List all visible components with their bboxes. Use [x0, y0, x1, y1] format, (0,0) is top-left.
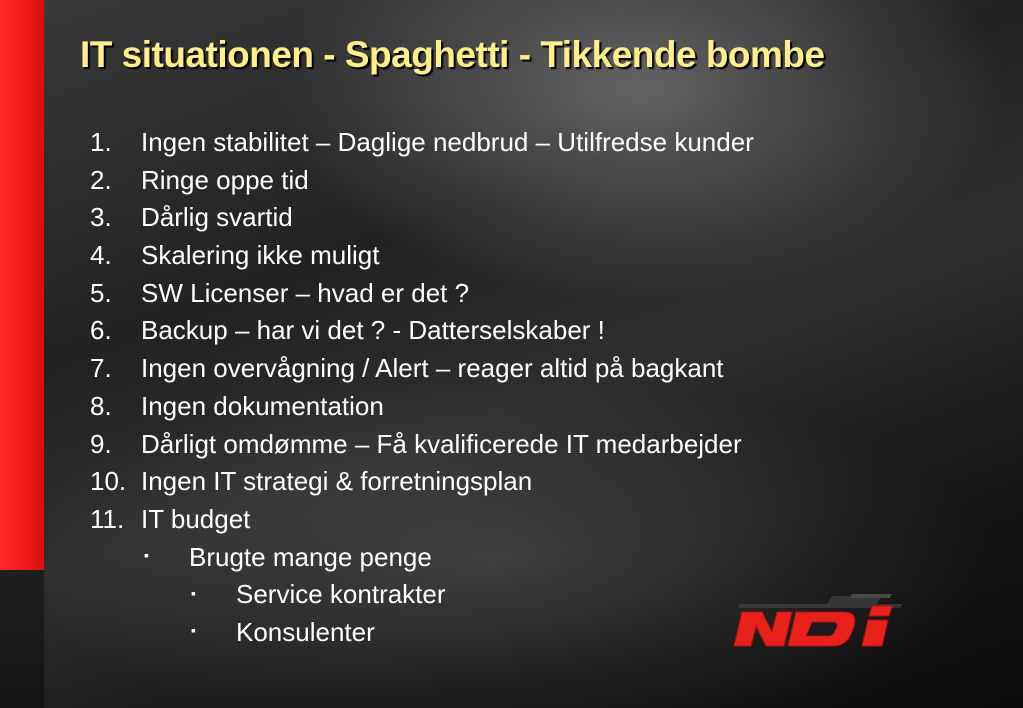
item-number: 3. [90, 202, 112, 233]
sub-list-item [90, 539, 754, 577]
list-item [90, 124, 754, 162]
sub-item-text: Brugte mange penge [189, 541, 432, 572]
item-text: Ingen stabilitet – Daglige nedbrud – Utilfredse kunder [141, 127, 754, 157]
item-number: 1. [90, 127, 112, 157]
sub-sub-item-text: Konsulenter [236, 616, 375, 647]
list-item [90, 388, 754, 426]
item-number: 10. [90, 466, 127, 497]
item-number: 2. [90, 164, 112, 195]
sub-sub-list-item [90, 614, 754, 652]
square-bullet-icon: ▪ [144, 546, 149, 563]
item-number: 8. [90, 390, 112, 421]
item-text: Ingen IT strategi & forretningsplan [141, 466, 533, 497]
item-text: Skalering ikke muligt [141, 240, 380, 271]
red-accent-bar [0, 0, 44, 570]
list-item [90, 463, 754, 501]
sub-sub-item-text: Service kontrakter [236, 579, 446, 610]
list-item [90, 426, 754, 464]
square-bullet-icon: ▪ [191, 584, 196, 601]
item-number: 4. [90, 240, 112, 271]
item-text: Ingen dokumentation [141, 390, 384, 421]
accent-bar-base [0, 570, 44, 708]
list-item [90, 199, 754, 237]
item-text: Dårligt omdømme – Få kvalificerede IT medarbejder [141, 428, 742, 459]
item-text: SW Licenser – hvad er det ? [141, 277, 470, 308]
list-item [90, 275, 754, 313]
item-number: 5. [90, 277, 112, 308]
list-item [90, 312, 754, 350]
item-number: 9. [90, 428, 112, 459]
item-text: Dårlig svartid [141, 202, 293, 233]
item-text: Ringe oppe tid [141, 164, 309, 195]
item-text: IT budget [141, 503, 251, 534]
slide-title: IT situationen - Spaghetti - Tikkende bombe [80, 34, 825, 75]
list-item [90, 501, 754, 539]
item-text: Ingen overvågning / Alert – reager altid på bagkant [141, 353, 724, 384]
item-text: Backup – har vi det ? - Datterselskaber ! [141, 315, 605, 346]
list-item [90, 237, 754, 275]
sub-sub-list-item [90, 576, 754, 614]
ndi-logo-icon [732, 592, 910, 650]
item-number: 7. [90, 353, 112, 384]
item-number: 6. [90, 315, 112, 346]
item-number: 11. [90, 503, 125, 534]
issue-list [90, 124, 754, 652]
list-item [90, 162, 754, 200]
square-bullet-icon: ▪ [191, 622, 196, 639]
list-item [90, 350, 754, 388]
